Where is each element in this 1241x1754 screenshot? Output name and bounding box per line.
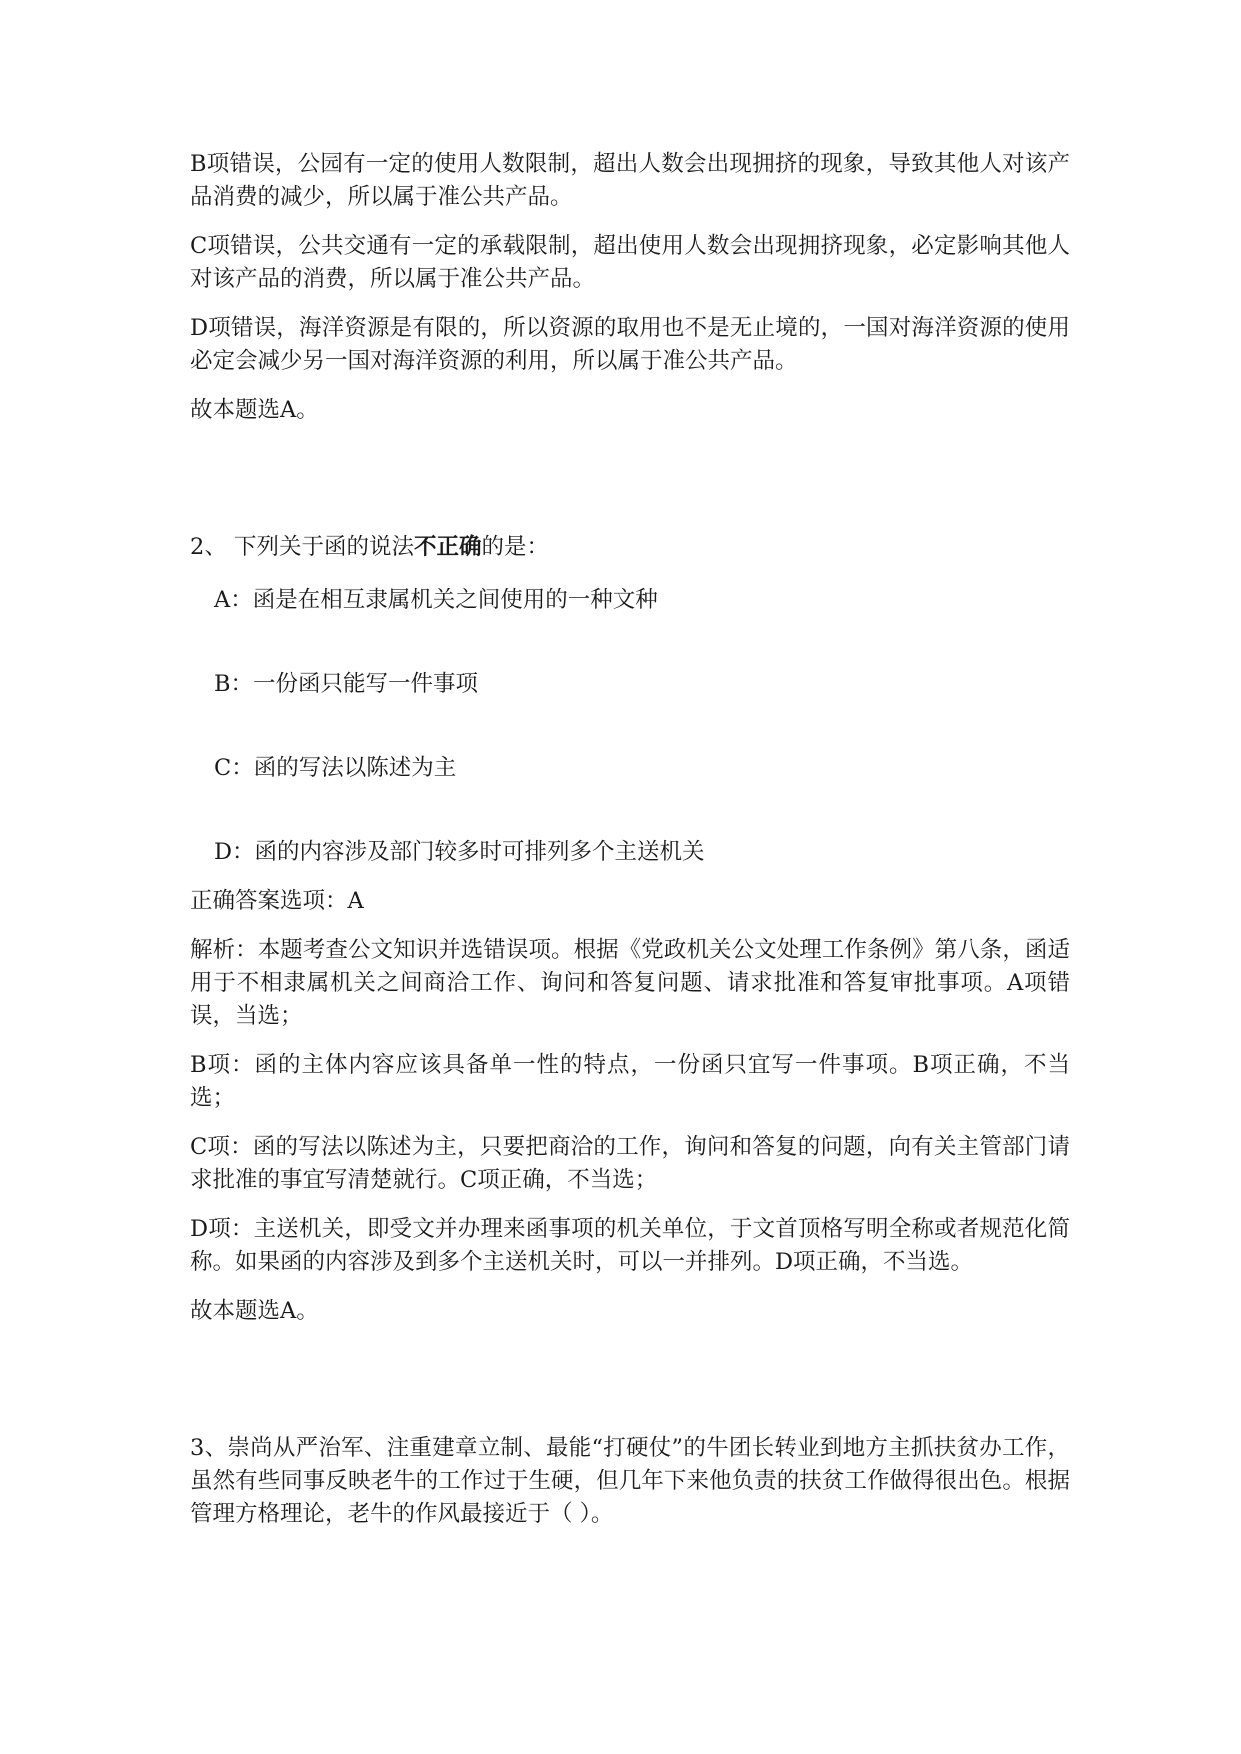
question-2-emphasis: 不正确 — [413, 534, 482, 560]
conclusion-line: 故本题选A。 — [190, 397, 319, 423]
explanation-paragraph-c: C项错误，公共交通有一定的承载限制，超出使用人数会出现拥挤现象，必定影响其他人对该产品的消费，所以属于准公共产品。 — [190, 233, 1070, 292]
option-b: B：一份函只能写一件事项 — [214, 671, 479, 697]
spacer — [190, 443, 1070, 531]
explanation-paragraph-b: B项错误，公园有一定的使用人数限制，超出人数会出现拥挤的现象，导致其他人对该产品消费的减少，所以属于准公共产品。 — [190, 151, 1070, 210]
conclusion-line: 故本题选A。 — [190, 1298, 319, 1324]
spacer — [190, 1344, 1070, 1432]
correct-answer: 正确答案选项：A — [190, 888, 364, 914]
option-a: A：函是在相互隶属机关之间使用的一种文种 — [214, 587, 658, 613]
analysis-paragraph: 解析：本题考查公文知识并选错误项。根据《党政机关公文处理工作条例》第八条，函适用于不相隶属机关之间商洽工作、询问和答复问题、请求批准和答复审批事项。A项错误，当选； — [190, 937, 1070, 1029]
analysis-option-b: B项：函的主体内容应该具备单一性的特点，一份函只宜写一件事项。B项正确，不当选； — [190, 1052, 1070, 1111]
option-c: C：函的写法以陈述为主 — [214, 755, 457, 781]
explanation-paragraph-d: D项错误，海洋资源是有限的，所以资源的取用也不是无止境的，一国对海洋资源的使用必定会减少另一国对海洋资源的利用，所以属于准公共产品。 — [190, 315, 1070, 374]
document-page — [190, 148, 1070, 1547]
option-d: D：函的内容涉及部门较多时可排列多个主送机关 — [214, 839, 705, 865]
question-2-prefix: 2、 下列关于函的说法 — [190, 534, 414, 560]
question-2-stem — [190, 531, 1070, 564]
question-3 — [190, 1432, 1070, 1531]
analysis-option-c: C项：函的写法以陈述为主，只要把商洽的工作，询问和答复的问题，向有关主管部门请求批准的事宜写清楚就行。C项正确，不当选； — [190, 1134, 1070, 1193]
question-2 — [190, 531, 1070, 1328]
question-2-suffix: 的是： — [481, 534, 549, 560]
previous-question-explanation — [190, 148, 1070, 427]
analysis-option-d: D项：主送机关，即受文并办理来函事项的机关单位，于文首顶格写明全称或者规范化简称。如果函的内容涉及到多个主送机关时，可以一并排列。D项正确，不当选。 — [190, 1216, 1070, 1275]
question-3-stem: 3、崇尚从严治军、注重建章立制、最能“打硬仗”的牛团长转业到地方主抓扶贫办工作，虽然有些同事反映老牛的工作过于生硬，但几年下来他负责的扶贫工作做得很出色。根据管理方格理论，老牛的作风最接近于（ ）。 — [190, 1435, 1070, 1527]
